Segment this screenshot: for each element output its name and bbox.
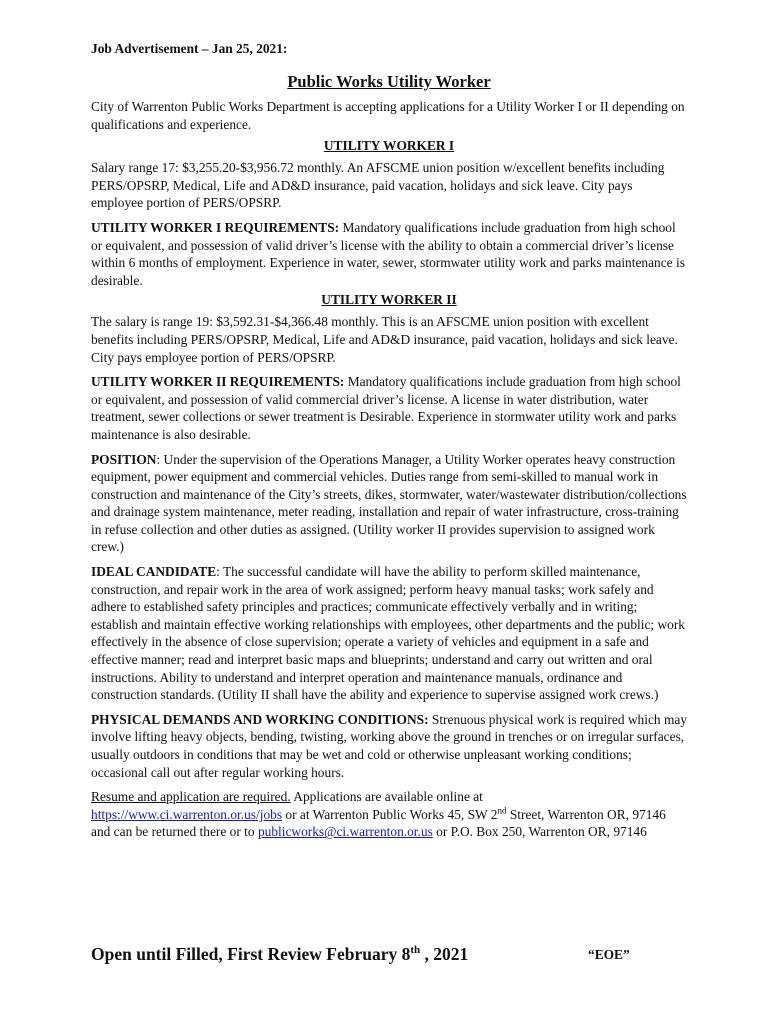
physical-demands-text: Strenuous physical work is required which may involve lifting heavy objects, bending, twisting, working above the ground in trenches or on irregular surfaces, usually outdoors in conditions that may be wet and cold or otherwise unpleasant working conditions; occasional call out after regular working hours. (91, 711, 688, 780)
document-body (91, 40, 687, 841)
application-paragraph (91, 788, 687, 841)
utility-worker-2-salary: The salary is range 19: $3,592.31-$4,366.48 monthly. This is an AFSCME union position with excellent benefits including PERS/OPSRP, Medical, Life and AD&D insurance, paid vacation, holidays and sick leave. City pays employee portion of PERS/OPSRP. (91, 314, 678, 365)
dateline: Job Advertisement – Jan 25, 2021: (91, 41, 288, 56)
intro-paragraph: City of Warrenton Public Works Department is accepting applications for a Utility Worker I or II depending on qualifications and experience. (91, 99, 685, 132)
ordinal-suffix: nd (497, 805, 507, 816)
email-link[interactable]: publicworks@ci.warrenton.or.us (257, 824, 433, 840)
open-until-filled (91, 944, 468, 965)
requirements-1-text: Mandatory qualifications include graduation from high school or equivalent, and possession of valid driver’s license with the ability to obtain a commercial driver’s license within 6 months of employment. Experience in water, sewer, stormwater utility work and parks maintenance is desirable. (91, 219, 685, 288)
requirements-1-label: UTILITY WORKER I REQUIREMENTS: (91, 219, 340, 235)
position-label: POSITION (91, 451, 157, 467)
requirements-2-label: UTILITY WORKER II REQUIREMENTS: (91, 374, 345, 390)
utility-worker-1-heading: UTILITY WORKER I (323, 138, 455, 154)
apply-text-3: Street, Warrenton OR, 97146 and can be returned there or to (91, 806, 666, 840)
utility-worker-2-requirements (91, 373, 687, 443)
apply-text-4: or P.O. Box 250, Warrenton OR, 97146 (432, 824, 647, 840)
ideal-candidate-text: : The successful candidate will have the ability to perform skilled maintenance, construction, and repair work in the area of work assigned; perform heavy manual tasks; work safely and adhere to established safety principles and practices; communicate effectively verbally and in writing; establish and maintain effective working relationships with employees, other departments and the public; work effectively in the absence of close supervision; operate a variety of vehicles and equipment in a safe and effective manner; read and interpret basic maps and blueprints; understand and carry out written and oral instructions. Ability to understand and interpret operation and maintenance manuals, ordinance and construction standards. (Utility II shall have the ability and experience to supervise assigned work crews.) (91, 564, 685, 703)
ideal-candidate-paragraph (91, 563, 687, 704)
footer-year: , 2021 (420, 944, 469, 964)
eoe-label: “EOE” (588, 947, 630, 962)
footer-ordinal: th (410, 944, 421, 957)
jobs-link[interactable]: https://www.ci.warrenton.or.us/jobs (91, 806, 283, 822)
page-title: Public Works Utility Worker (287, 72, 491, 91)
requirements-2-text: Mandatory qualifications include graduation from high school or equivalent, and possession of valid commercial driver’s license. A license in water distribution, water treatment, sewer collections or sewer treatment is Desirable. Experience in stormwater utility work and parks maintenance is also desirable. (91, 374, 681, 442)
apply-text-1: Applications are available online at (290, 789, 483, 805)
physical-demands-label: PHYSICAL DEMANDS AND WORKING CONDITIONS: (91, 711, 429, 727)
ideal-candidate-label: IDEAL CANDIDATE (91, 564, 217, 580)
utility-worker-1-salary: Salary range 17: $3,255.20-$3,956.72 monthly. An AFSCME union position w/excellent benefits including PERS/OPSRP, Medical, Life and AD&D insurance, paid vacation, holidays and sick leave. City pays employee portion of PERS/OPSRP. (91, 160, 665, 211)
footer (91, 944, 687, 968)
position-text: : Under the supervision of the Operations Manager, a Utility Worker operates heavy construction equipment, power equipment and commercial vehicles. Duties range from semi-skilled to manual work in construction and maintenance of the City’s streets, dikes, stormwater, water/wastewater distribution/collections and drainage system maintenance, meter reading, installation and repair of water infrastructure, cross-training in refuse collection and other duties as assigned. (Utility worker II provides supervision to assigned work crew.) (91, 451, 687, 555)
footer-left-text: Open until Filled, First Review February 8 (91, 944, 411, 964)
utility-worker-1-requirements (91, 219, 687, 289)
physical-demands-paragraph (91, 711, 687, 781)
utility-worker-2-heading: UTILITY WORKER II (321, 292, 457, 308)
position-paragraph (91, 451, 687, 557)
required-note: Resume and application are required. (91, 789, 291, 805)
apply-text-2: or at Warrenton Public Works 45, SW 2 (282, 806, 498, 822)
